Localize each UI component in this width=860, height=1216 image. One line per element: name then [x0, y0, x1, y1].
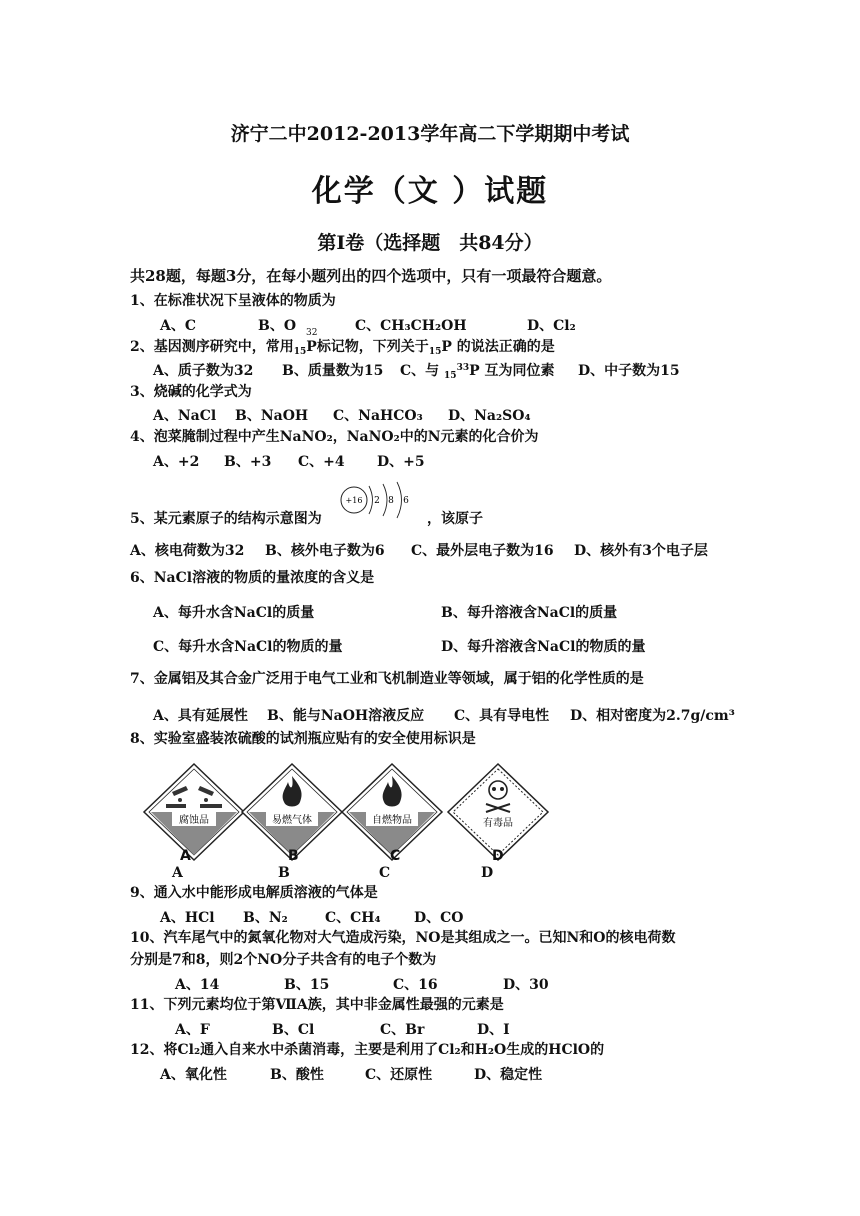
q11-option-b: B、Cl [272, 1022, 315, 1038]
sign-a-caption: A [172, 865, 183, 881]
toxic-sign [446, 762, 550, 862]
q1-option-c: C、CH₃CH₂OH [355, 318, 467, 334]
q5-stem-post: ，该原子 [427, 511, 483, 527]
q2-stem [130, 338, 555, 361]
q4-option-b: B、+3 [224, 454, 272, 470]
q11-stem: 11、下列元素均位于第ⅦA族，其中非金属性最强的元素是 [130, 997, 504, 1013]
shell2-electrons: 8 [388, 496, 394, 506]
spontaneous-combustion-sign-label: 自燃物品 [372, 815, 412, 826]
q10-stem-line1: 10、汽车尾气中的氮氧化物对大气造成污染，NO是其组成之一。已知N和O的核电荷数 [130, 930, 676, 946]
q10-stem-line2: 分别是7和8，则2个NO分子共含有的电子个数为 [130, 952, 437, 968]
q2-option-c-iso-mass: 33 [456, 363, 470, 373]
instruction-text: 共28题，每题3分，在每小题列出的四个选项中，只有一项最符合题意。 [130, 267, 612, 285]
q2-option-c-iso-number: 15 [444, 371, 457, 381]
corrosive-sign-label: 腐蚀品 [179, 815, 209, 826]
q2-stem-pre: 2、基因测序研究中，常用 [130, 339, 294, 355]
q9-option-d: D、CO [414, 910, 464, 926]
q2-stem-mid: 标记物，下列关于 [316, 339, 429, 355]
q7-option-d: D、相对密度为2.7g/cm³ [570, 708, 735, 724]
q4-stem: 4、泡菜腌制过程中产生NaNO₂，NaNO₂中的N元素的化合价为 [130, 429, 539, 445]
sign-d-letter: D [492, 848, 504, 864]
q5-option-c: C、最外层电子数为16 [411, 543, 554, 559]
q3-option-c: C、NaHCO₃ [333, 408, 423, 424]
q2-stem-post: P 的说法正确的是 [441, 339, 555, 355]
spontaneous-combustion-sign [340, 762, 444, 862]
q12-stem: 12、将Cl₂通入自来水中杀菌消毒，主要是利用了Cl₂和H₂O生成的HClO的 [130, 1042, 605, 1058]
q12-option-b: B、酸性 [270, 1067, 324, 1083]
q10-option-b: B、15 [284, 977, 330, 993]
flammable-gas-sign [240, 762, 344, 862]
sign-c-letter: C [390, 848, 401, 864]
q10-option-d: D、30 [503, 977, 549, 993]
q6-option-b: B、每升溶液含NaCl的质量 [441, 605, 618, 621]
q1-option-a: A、C [160, 318, 197, 334]
q7-option-b: B、能与NaOH溶液反应 [267, 708, 425, 724]
q6-stem: 6、NaCl溶液的物质的量浓度的含义是 [130, 570, 375, 586]
sign-d-caption: D [481, 865, 494, 881]
sign-c-caption: C [379, 865, 391, 881]
q5-option-a: A、核电荷数为32 [130, 543, 245, 559]
q1-option-b: B、O [258, 318, 297, 334]
q2-option-b: B、质量数为15 [282, 363, 384, 379]
q9-stem: 9、通入水中能形成电解质溶液的气体是 [130, 885, 378, 901]
shell1-electrons: 2 [374, 496, 380, 506]
q2-isotope-symbol: P [306, 339, 317, 355]
q9-option-a: A、HCl [160, 910, 215, 926]
q11-option-c: C、Br [380, 1022, 425, 1038]
subject-title: 化学（文 ）试题 [311, 174, 549, 209]
q1-option-d: D、Cl₂ [527, 318, 576, 334]
q11-option-d: D、I [477, 1022, 510, 1038]
q6-option-d: D、每升溶液含NaCl的物质的量 [441, 639, 646, 655]
q1-stem: 1、在标准状况下呈液体的物质为 [130, 293, 336, 309]
flammable-gas-sign-label: 易燃气体 [272, 815, 312, 826]
q4-option-d: D、+5 [377, 454, 425, 470]
corrosive-sign [142, 762, 246, 862]
toxic-sign-fill [453, 769, 543, 855]
sign-b-letter: B [288, 848, 299, 864]
q4-option-a: A、+2 [153, 454, 200, 470]
q5-option-b: B、核外电子数为6 [265, 543, 385, 559]
q3-option-b: B、NaOH [235, 408, 309, 424]
q10-option-c: C、16 [393, 977, 438, 993]
q2-isotope-number: 15 [293, 347, 307, 357]
q8-stem: 8、实验室盛装浓硫酸的试剂瓶应贴有的安全使用标识是 [130, 731, 476, 747]
q12-option-d: D、稳定性 [474, 1067, 543, 1083]
q3-option-d: D、Na₂SO₄ [448, 408, 531, 424]
q2-option-d: D、中子数为15 [578, 363, 680, 379]
q5-stem: 5、某元素原子的结构示意图为 [130, 511, 322, 527]
q2-option-c [400, 360, 555, 381]
section-title: 第Ⅰ卷（选择题 共84分） [317, 232, 543, 254]
q9-option-b: B、N₂ [243, 910, 288, 926]
q3-stem: 3、烧碱的化学式为 [130, 384, 252, 400]
q6-option-a: A、每升水含NaCl的质量 [153, 605, 315, 621]
q2-isotope-mass: 32 [306, 328, 318, 338]
toxic-sign-label: 有毒品 [483, 818, 513, 829]
atom-structure-diagram [338, 478, 420, 528]
q2-option-c-pre: C、与 [400, 363, 440, 379]
q9-option-c: C、CH₄ [325, 910, 381, 926]
q10-option-a: A、14 [175, 977, 220, 993]
nucleus-charge: +16 [345, 496, 363, 505]
q3-option-a: A、NaCl [153, 408, 217, 424]
q7-stem: 7、金属铝及其合金广泛用于电气工业和飞机制造业等领域，属于铝的化学性质的是 [130, 671, 644, 687]
q7-option-c: C、具有导电性 [454, 708, 550, 724]
shell3-electrons: 6 [403, 496, 409, 506]
q2-option-a: A、质子数为32 [153, 363, 254, 379]
q2-stem-iso-number: 15 [428, 347, 442, 357]
q6-option-c: C、每升水含NaCl的物质的量 [153, 639, 343, 655]
sign-a-letter: A [180, 848, 191, 864]
q12-option-c: C、还原性 [365, 1067, 433, 1083]
q7-option-a: A、具有延展性 [153, 708, 248, 724]
exam-title: 济宁二中2012-2013学年高二下学期期中考试 [230, 123, 630, 145]
q2-option-c-post: P 互为同位素 [469, 363, 555, 379]
q12-option-a: A、氧化性 [160, 1067, 227, 1083]
q4-option-c: C、+4 [298, 454, 345, 470]
q11-option-a: A、F [175, 1022, 210, 1038]
q5-option-d: D、核外有3个电子层 [574, 543, 708, 559]
sign-b-caption: B [278, 865, 290, 881]
